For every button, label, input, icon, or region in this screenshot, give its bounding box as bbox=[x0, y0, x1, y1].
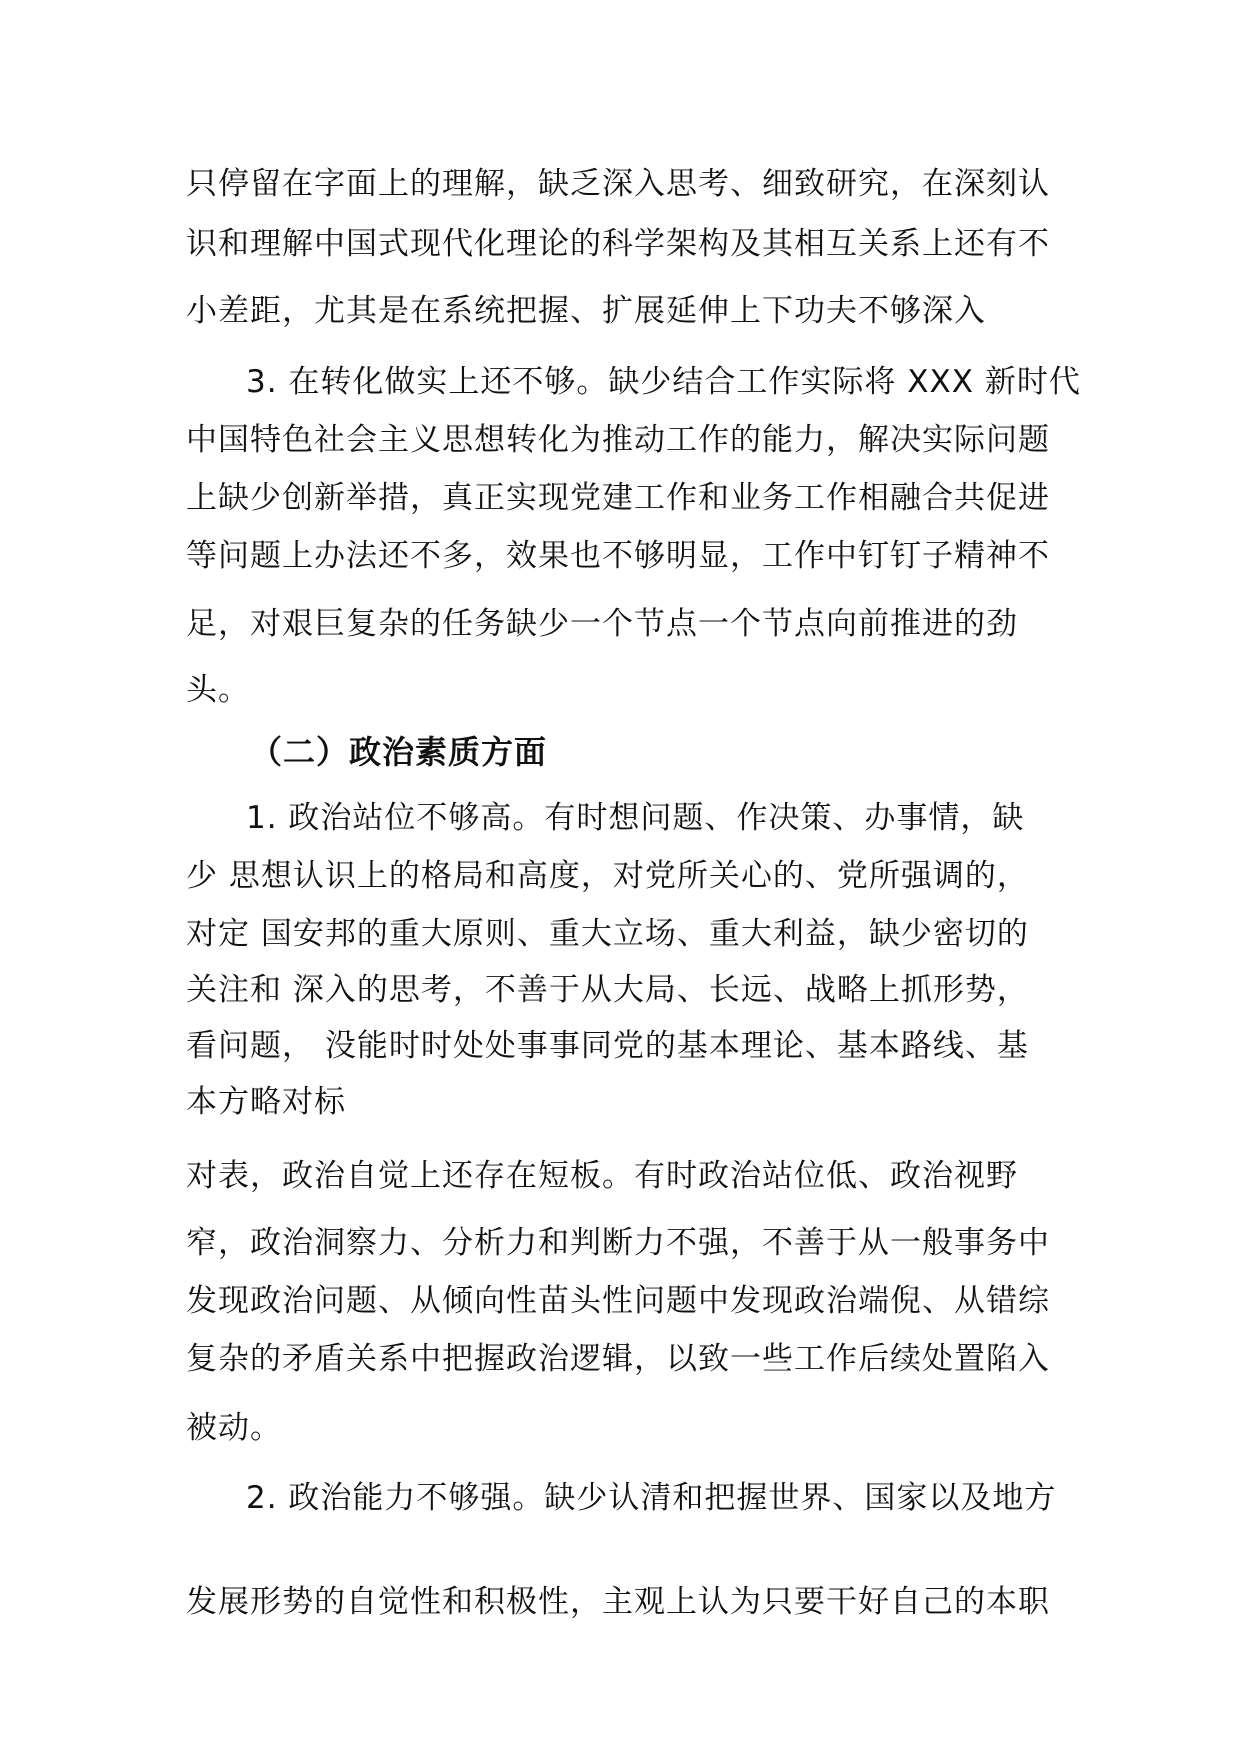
text-line: 1. 政治站位不够高。有时想问题、作决策、办事情，缺 bbox=[246, 800, 1025, 836]
text-line: 识和理解中国式现代化理论的科学架构及其相互关系上还有不 bbox=[186, 226, 1050, 262]
text-line: 足，对艰巨复杂的任务缺少一个节点一个节点向前推进的劲 bbox=[186, 606, 1018, 642]
text-line: 被动。 bbox=[186, 1410, 282, 1446]
text-line: 发展形势的自觉性和积极性，主观上认为只要干好自己的本职 bbox=[186, 1584, 1050, 1620]
text-line: 2. 政治能力不够强。缺少认清和把握世界、国家以及地方 bbox=[246, 1480, 1057, 1516]
text-line: 本方略对标 bbox=[186, 1084, 346, 1120]
text-line: 头。 bbox=[186, 672, 250, 708]
text-line: 少 思想认识上的格局和高度，对党所关心的、党所强调的， bbox=[186, 858, 1029, 894]
text-line: 窄，政治洞察力、分析力和判断力不强，不善于从一般事务中 bbox=[186, 1225, 1050, 1261]
text-line: 上缺少创新举措，真正实现党建工作和业务工作相融合共促进 bbox=[186, 480, 1050, 516]
text-line: 发现政治问题、从倾向性苗头性问题中发现政治端倪、从错综 bbox=[186, 1283, 1050, 1319]
text-line: 3. 在转化做实上还不够。缺少结合工作实际将 XXX 新时代 bbox=[246, 364, 1081, 400]
section-heading: （二）政治素质方面 bbox=[250, 733, 548, 771]
text-line: 只停留在字面上的理解，缺乏深入思考、细致研究，在深刻认 bbox=[186, 166, 1050, 202]
text-line: 小差距，尤其是在系统把握、扩展延伸上下功夫不够深入 bbox=[186, 293, 986, 329]
text-line: 关注和 深入的思考，不善于从大局、长远、战略上抓形势， bbox=[186, 972, 1029, 1008]
text-line: 复杂的矛盾关系中把握政治逻辑，以致一些工作后续处置陷入 bbox=[186, 1341, 1050, 1377]
text-line: 对定 国安邦的重大原则、重大立场、重大利益，缺少密切的 bbox=[186, 916, 1029, 952]
text-line: 等问题上办法还不多，效果也不够明显，工作中钉钉子精神不 bbox=[186, 538, 1050, 574]
text-line: 看问题， 没能时时处处事事同党的基本理论、基本路线、基 bbox=[186, 1028, 1029, 1064]
text-line: 中国特色社会主义思想转化为推动工作的能力，解决实际问题 bbox=[186, 422, 1050, 458]
text-line: 对表，政治自觉上还存在短板。有时政治站位低、政治视野 bbox=[186, 1158, 1018, 1194]
